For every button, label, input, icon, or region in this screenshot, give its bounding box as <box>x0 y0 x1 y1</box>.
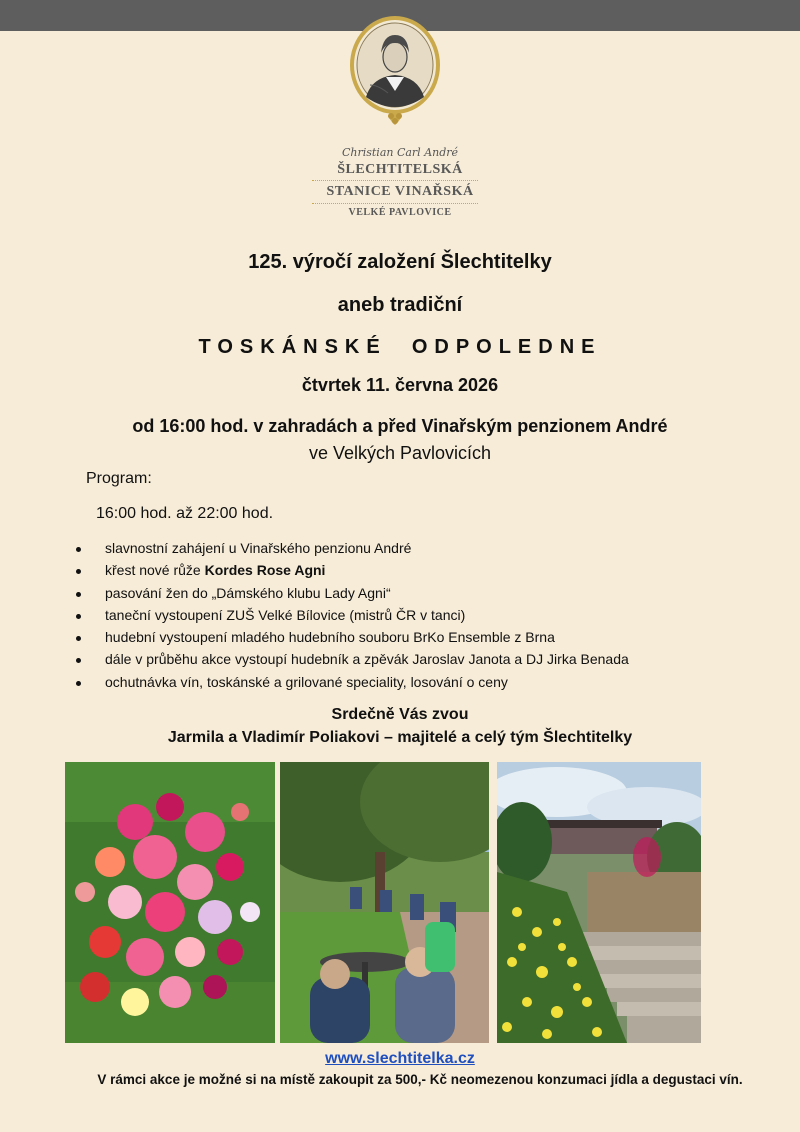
program-list <box>72 540 629 696</box>
event-title: 125. výročí založení Šlechtitelky <box>248 251 552 273</box>
program-label: Program: <box>86 470 152 487</box>
list-item: pasování žen do „Dámského klubu Lady Agni“ <box>72 585 629 607</box>
garden-stairs-photo <box>497 762 701 1043</box>
event-town: ve Velkých Pavlovicích <box>308 443 492 463</box>
website-link[interactable]: www.slechtitelka.cz <box>325 1050 475 1067</box>
list-item: ochutnávka vín, toskánské a grilované speciality, losování o ceny <box>72 674 629 696</box>
garden-gathering-photo <box>280 762 489 1043</box>
brand-line-3: VELKÉ PAVLOVICE <box>348 207 452 218</box>
list-item: hudební vystoupení mladého hudebního souboru BrKo Ensemble z Brna <box>72 629 629 651</box>
list-item: taneční vystoupení ZUŠ Velké Bílovice (mistrů ČR v tanci) <box>72 607 629 629</box>
event-subtitle: aneb tradiční <box>337 294 463 316</box>
event-date: čtvrtek 11. června 2026 <box>301 375 499 395</box>
list-item: slavnostní zahájení u Vinařského penzionu André <box>72 540 629 562</box>
brand-line-1: ŠLECHTITELSKÁ <box>337 162 463 177</box>
footnote: V rámci akce je možné si na místě zakoupit za 500,- Kč neomezenou konzumaci jídla a degustaci vín. <box>97 1072 743 1087</box>
list-item: dále v průběhu akce vystoupí hudebník a zpěvák Jaroslav Janota a DJ Jirka Benada <box>72 651 629 673</box>
invitation-line: Srdečně Vás zvou <box>331 706 469 723</box>
event-name: TOSKÁNSKÉ ODPOLEDNE <box>198 336 602 358</box>
program-hours: 16:00 hod. až 22:00 hod. <box>96 505 274 522</box>
divider <box>312 180 478 181</box>
event-time-place: od 16:00 hod. v zahradách a před Vinařským penzionem André <box>132 416 668 436</box>
roses-photo <box>65 762 275 1043</box>
divider <box>312 203 478 204</box>
portrait-logo-icon <box>348 15 442 127</box>
list-item: křest nové růže Kordes Rose Agni <box>72 562 629 584</box>
founder-signature: Christian Carl André <box>341 146 459 159</box>
hosts-line: Jarmila a Vladimír Poliakovi – majitelé a celý tým Šlechtitelky <box>167 729 633 746</box>
brand-line-2: STANICE VINAŘSKÁ <box>326 184 474 199</box>
